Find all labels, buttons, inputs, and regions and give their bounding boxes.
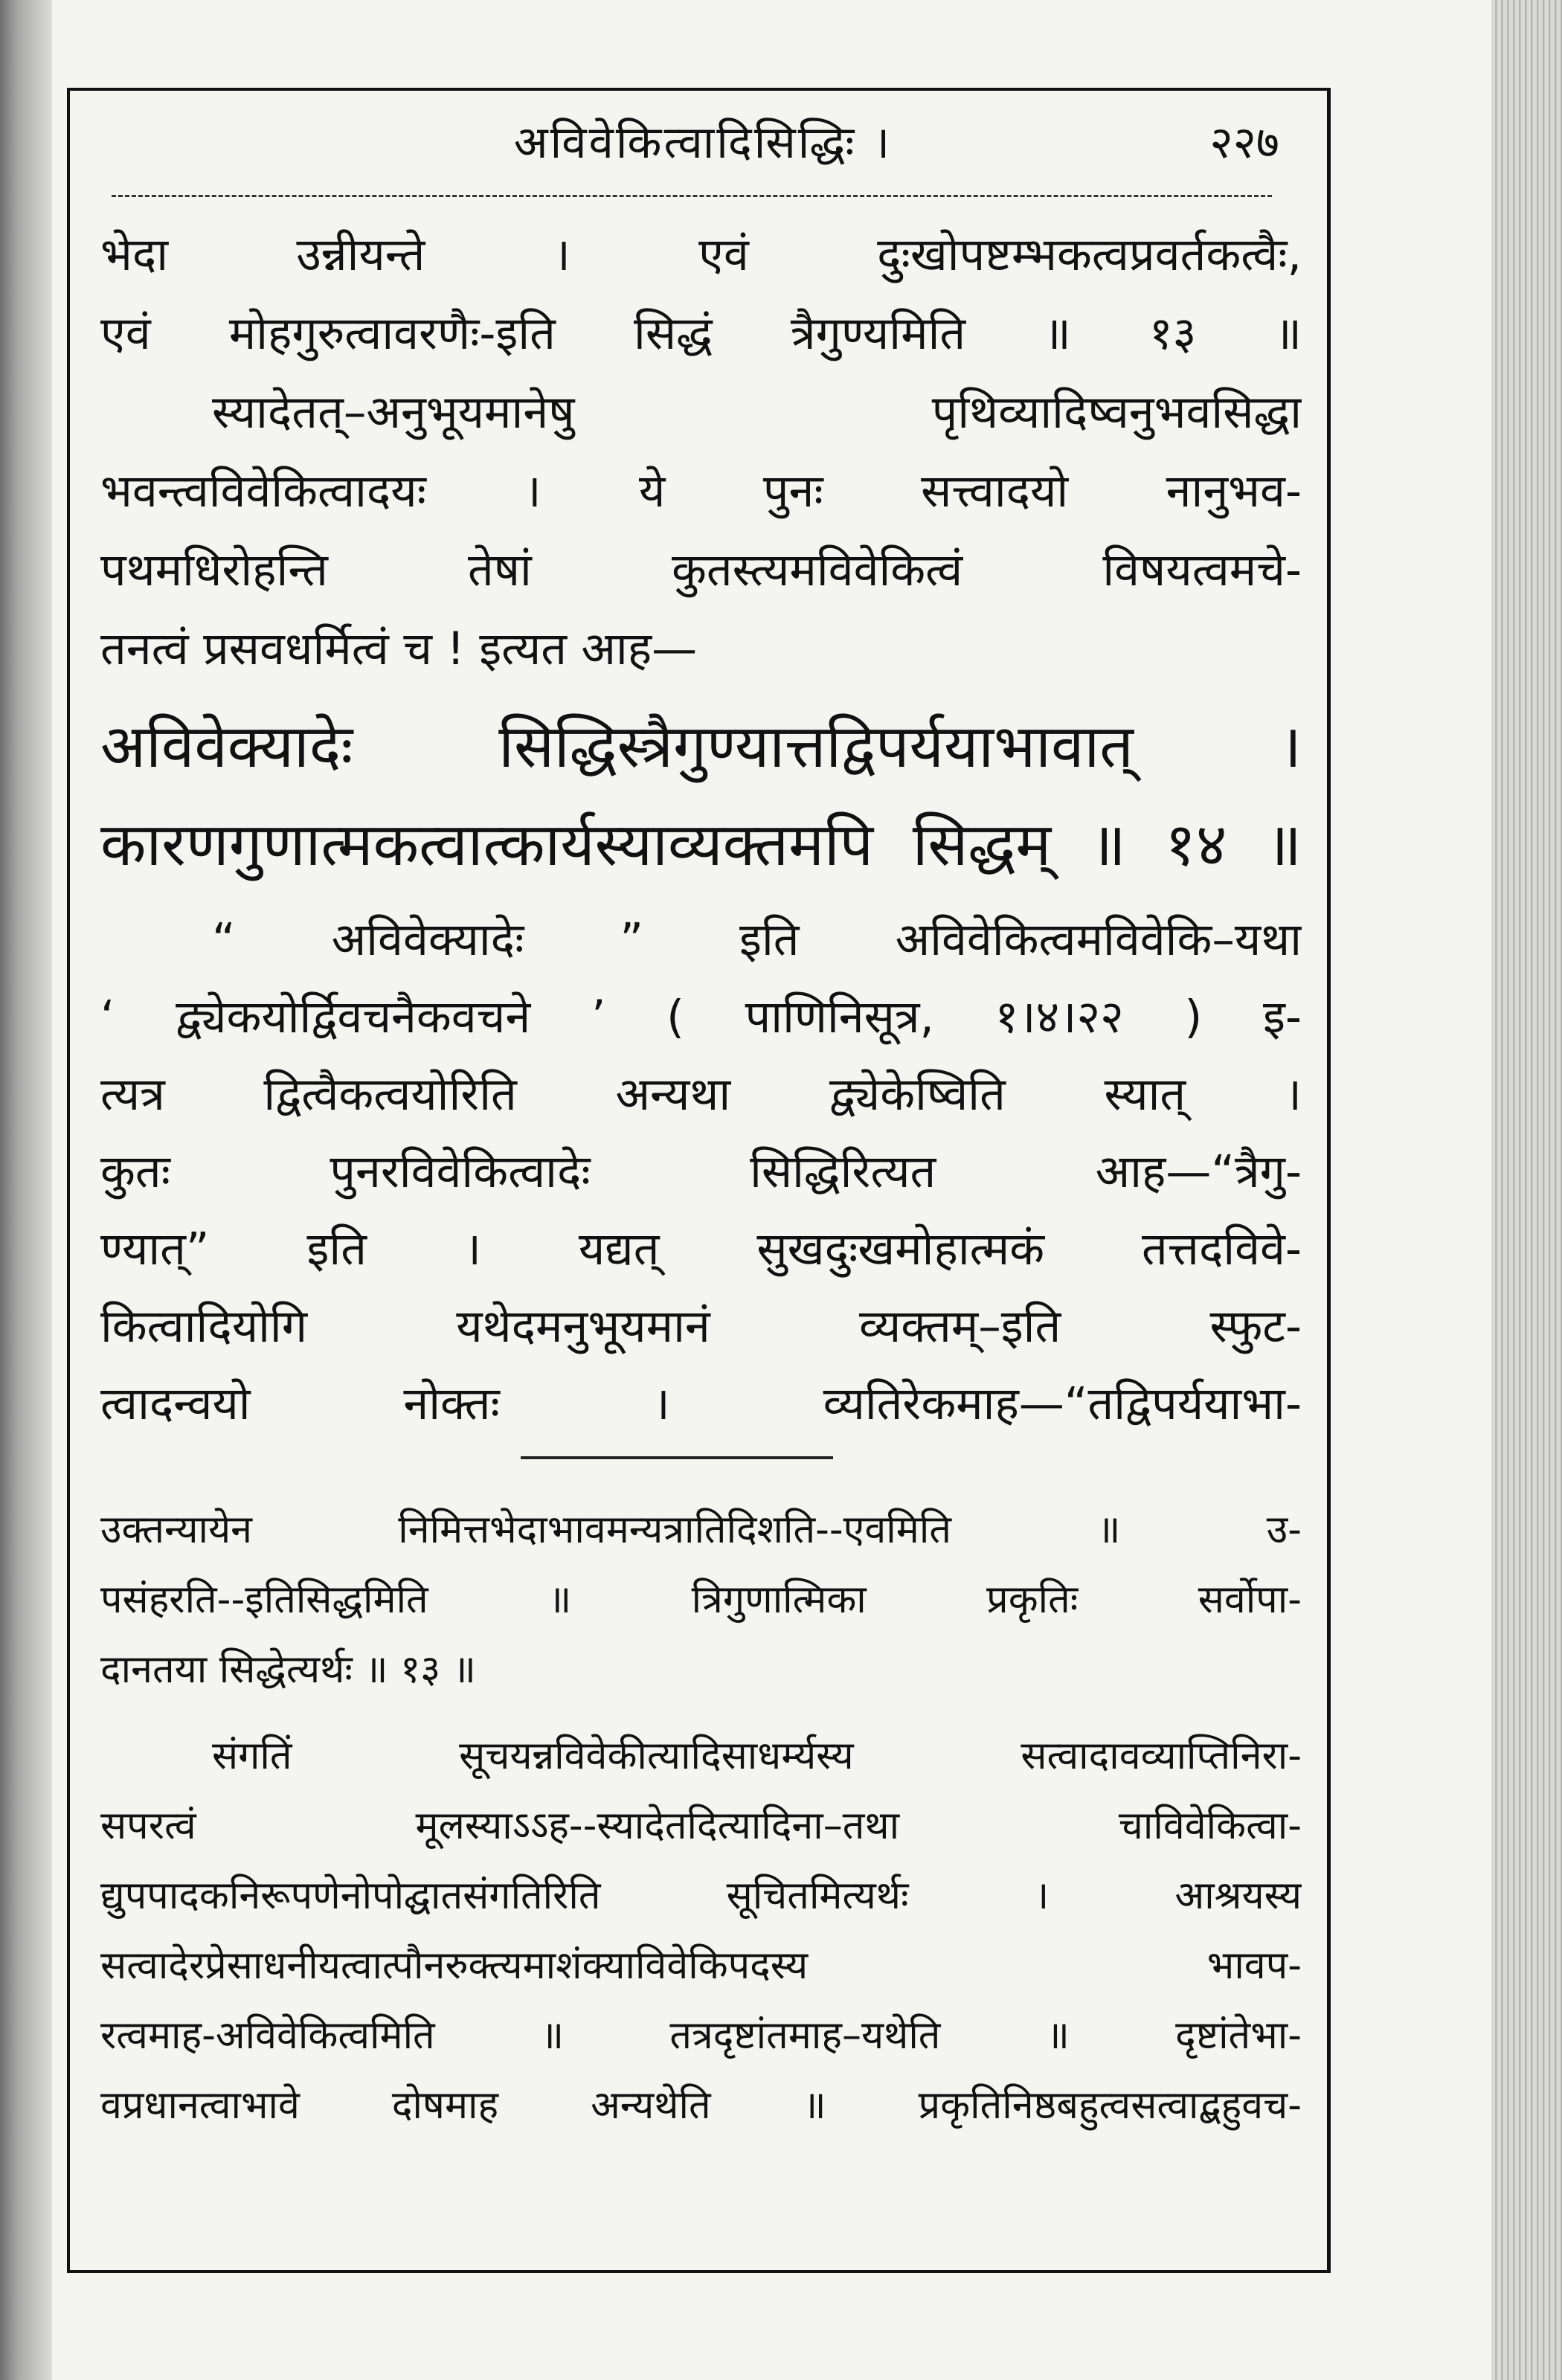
text-line: तनत्वं प्रसवधर्मित्वं च ! इत्यत आह— — [100, 623, 698, 675]
text-line: कुतः पुनरविवेकित्वादेः सिद्धिरित्यत आह—“त्रैगु- — [100, 1145, 1302, 1198]
gloss-line: पसंहरति--इतिसिद्धमिति ॥ त्रिगुणात्मिका प्रकृतिः सर्वोपा- — [100, 1577, 1302, 1622]
page-header — [74, 103, 1331, 184]
verse-line: कारणगुणात्मकत्वात्कार्यस्याव्यक्तमपि सिद्धम् ॥ १४ ॥ — [100, 810, 1302, 879]
gloss-line: सपरत्वं मूलस्याऽऽह--स्यादेतदित्यादिना–तथा चाविवेकित्वा- — [100, 1804, 1302, 1848]
commentary — [100, 901, 1302, 1443]
gloss-line: दानतया सिद्धेत्यर्थः ॥ १३ ॥ — [100, 1647, 476, 1692]
footnote-gloss — [100, 1495, 1302, 2141]
gloss-line: वप्रधानत्वाभावे दोषमाह अन्यथेति ॥ प्रकृतिनिष्ठबहुत्वसत्वाद्बहुवच- — [100, 2083, 1302, 2128]
scan-gutter-right — [1491, 0, 1562, 2380]
scan-gutter-left — [0, 0, 52, 2380]
page-number: २२७ — [1209, 117, 1279, 169]
verse-line: अविवेक्यादेः सिद्धिस्त्रैगुण्यात्तद्विपर्ययाभावात् । — [100, 712, 1302, 781]
text-line: स्यादेतत्–अनुभूयमानेषु पृथिव्यादिष्वनुभवसिद्धा — [212, 386, 1302, 439]
gloss-line: सत्वादेरप्रेसाधनीयत्वात्पौनरुक्त्यमाशंक्याविवेकिपदस्य भावप- — [100, 1943, 1302, 1988]
text-line: कित्वादियोगि यथेदमनुभूयमानं व्यक्तम्–इति स्फुट- — [100, 1300, 1302, 1353]
text-line: ‘ द्व्येकयोर्द्विवचनैकवचने ’ ( पाणिनिसूत्र, १।४।२२ ) इ- — [100, 991, 1302, 1043]
text-line: त्वादन्वयो नोक्तः । व्यतिरेकमाह—“तद्विपर्ययाभा- — [100, 1377, 1302, 1430]
previous-commentary — [100, 216, 1302, 689]
gloss-line: संगतिं सूचयन्नविवेकीत्यादिसाधर्म्यस्य सत्वादावव्याप्तिनिरा- — [212, 1734, 1302, 1778]
text-line: भवन्त्वविवेकित्वादयः । ये पुनः सत्त्वादयो नानुभव- — [100, 465, 1302, 518]
text-line: पथमधिरोहन्ति तेषां कुतस्त्यमविवेकित्वं विषयत्वमचे- — [100, 544, 1302, 596]
gloss-line: द्युपपादकनिरूपणेनोपोद्घातसंगतिरिति सूचितमित्यर्थः । आश्रयस्य — [100, 1874, 1302, 1918]
text-line: त्यत्र द्वित्वैकत्वयोरिति अन्यथा द्व्येकेष्विति स्यात् । — [100, 1068, 1302, 1121]
running-title: अविवेकित्वादिसिद्धिः । — [513, 117, 893, 169]
footnote-separator — [521, 1456, 833, 1459]
text-line: ण्यात्” इति । यद्यत् सुखदुःखमोहात्मकं तत्तदविवे- — [100, 1223, 1302, 1276]
gloss-line: रत्वमाह-अविवेकित्वमिति ॥ तत्रदृष्टांतमाह–यथेति ॥ दृष्टांतेभा- — [100, 2013, 1302, 2058]
gloss-line: उक्तन्यायेन निमित्तभेदाभावमन्यत्रातिदिशति--एवमिति ॥ उ- — [100, 1508, 1302, 1552]
text-line: एवं मोहगुरुत्वावरणैः-इति सिद्धं त्रैगुण्यमिति ॥ १३ ॥ — [100, 307, 1302, 360]
karika-verse — [100, 698, 1302, 894]
text-line: “ अविवेक्यादेः ” इति अविवेकित्वमविवेकि–यथा — [212, 913, 1302, 966]
header-rule — [112, 195, 1272, 197]
text-line: भेदा उन्नीयन्ते । एवं दुःखोपष्टम्भकत्वप्रवर्तकत्वैः, — [100, 228, 1302, 281]
